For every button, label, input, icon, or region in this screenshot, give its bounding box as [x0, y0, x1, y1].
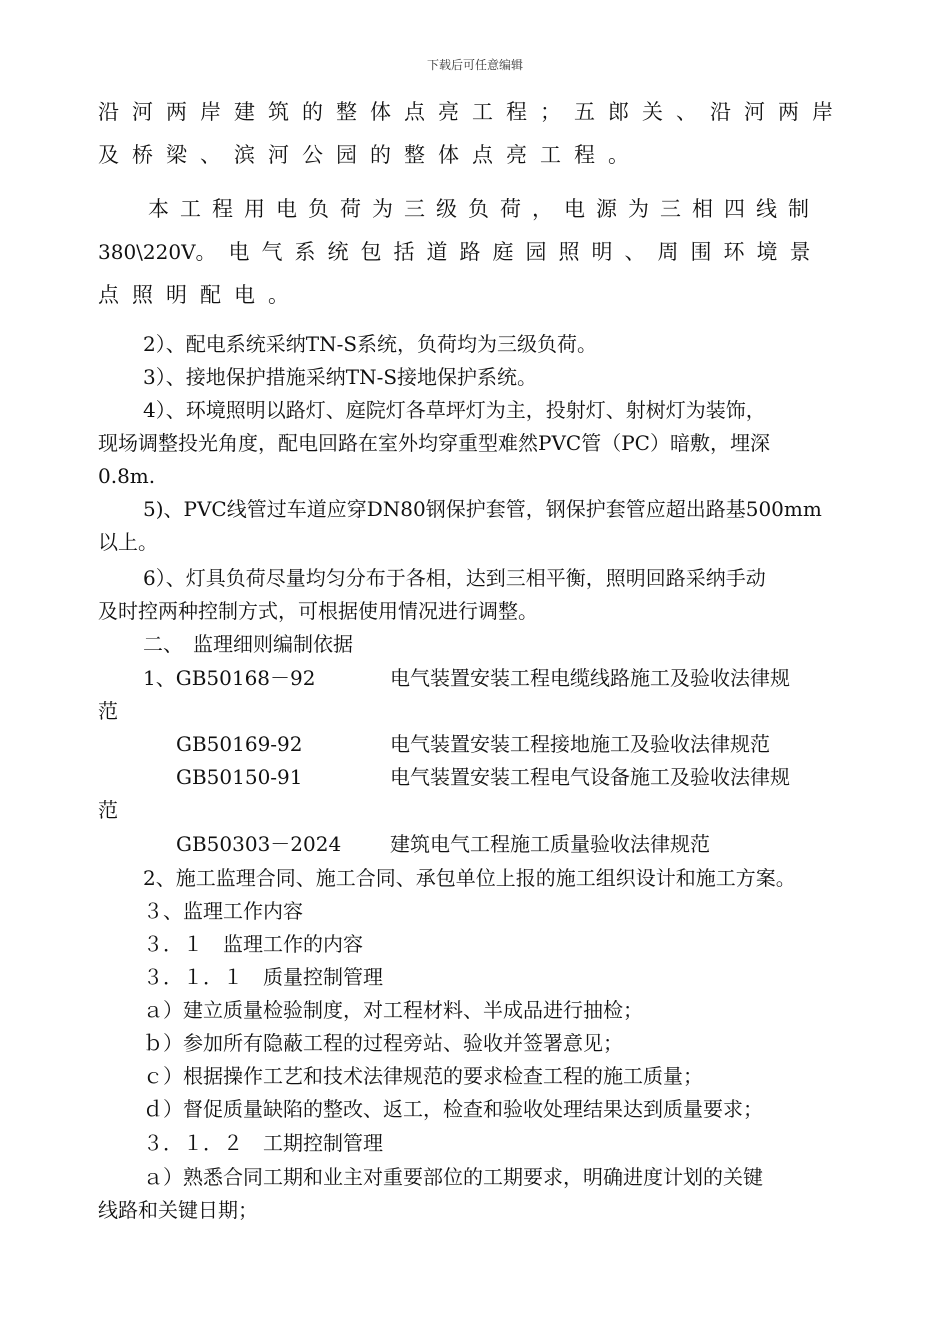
standard-desc: 建筑电气工程施工质量验收法律规范: [390, 832, 710, 856]
standard-desc: 电气装置安装工程电缆线路施工及验收法律规: [390, 666, 790, 690]
item-4-line-1: 4）、环境照明以路灯、庭院灯各草坪灯为主，投射灯、射树灯为装饰，: [143, 398, 766, 422]
standard-desc: 电气装置安装工程接地施工及验收法律规范: [390, 732, 770, 756]
section-3-1-title: ３．１ 监理工作的内容: [143, 932, 363, 956]
standard-code: GB50169-92: [176, 732, 303, 756]
intro-line-1: 沿河两岸建筑的整体点亮工程；五郎关、沿河两岸: [98, 100, 846, 124]
item-5-line-2: 以上。: [98, 530, 158, 554]
item-6-line-2: 及时控两种控制方式，可根据使用情况进行调整。: [98, 599, 538, 623]
section-2-title: 二、 监理细则编制依据: [143, 632, 353, 656]
standard-code: GB50150-91: [176, 765, 303, 789]
schedule-item-a-line-1: ａ）熟悉合同工期和业主对重要部位的工期要求，明确进度计划的关键: [143, 1165, 763, 1189]
item-4-line-2: 现场调整投光角度，配电回路在室外均穿重型难然PVC管（PC）暗敷，埋深: [98, 431, 770, 455]
section-3-title: ３、监理工作内容: [143, 899, 303, 923]
quality-item-c: ｃ）根据操作工艺和技术法律规范的要求检查工程的施工质量；: [143, 1064, 703, 1088]
intro-line-2: 及桥梁、滨河公园的整体点亮工程。: [98, 143, 642, 167]
standard-desc-wrap: 范: [98, 798, 118, 822]
standard-desc-wrap: 范: [98, 699, 118, 723]
power-line-1: 本工程用电负荷为三级负荷，电源为三相四线制: [148, 197, 820, 221]
item-5-line-1: 5)、PVC线管过车道应穿DN80钢保护套管，钢保护套管应超出路基500mm: [143, 497, 822, 521]
section-2-item-2: 2、施工监理合同、施工合同、承包单位上报的施工组织设计和施工方案。: [143, 866, 796, 890]
quality-item-b: ｂ）参加所有隐蔽工程的过程旁站、验收并签署意见；: [143, 1031, 623, 1055]
section-3-1-1-title: ３．１．１ 质量控制管理: [143, 965, 383, 989]
power-line-3: 点照明配电。: [98, 283, 302, 307]
schedule-item-a-line-2: 线路和关键日期；: [98, 1198, 258, 1222]
power-line-2: [98, 240, 823, 264]
item-2: 2）、配电系统采纳TN-S系统，负荷均为三级负荷。: [143, 332, 598, 356]
standard-desc: 电气装置安装工程电气设备施工及验收法律规: [390, 765, 790, 789]
section-3-1-2-title: ３．１．２ 工期控制管理: [143, 1131, 383, 1155]
voltage-value: 380\220V: [98, 240, 196, 264]
page-header: 下载后可任意编辑: [426, 58, 523, 72]
item-4-line-3: 0.8m.: [98, 464, 156, 488]
standard-code: 1、GB50168－92: [143, 666, 316, 690]
standard-code: GB50303－2024: [176, 832, 342, 856]
quality-item-d: ｄ）督促质量缺陷的整改、返工，检查和验收处理结果达到质量要求；: [143, 1097, 763, 1121]
item-3: 3）、接地保护措施采纳TN-S接地保护系统。: [143, 365, 538, 389]
power-line-2-text: 。电气系统包括道路庭园照明、周围环境景: [195, 240, 823, 264]
item-6-line-1: 6）、灯具负荷尽量均匀分布于各相，达到三相平衡，照明回路采纳手动: [143, 566, 766, 590]
quality-item-a: ａ）建立质量检验制度，对工程材料、半成品进行抽检；: [143, 998, 643, 1022]
